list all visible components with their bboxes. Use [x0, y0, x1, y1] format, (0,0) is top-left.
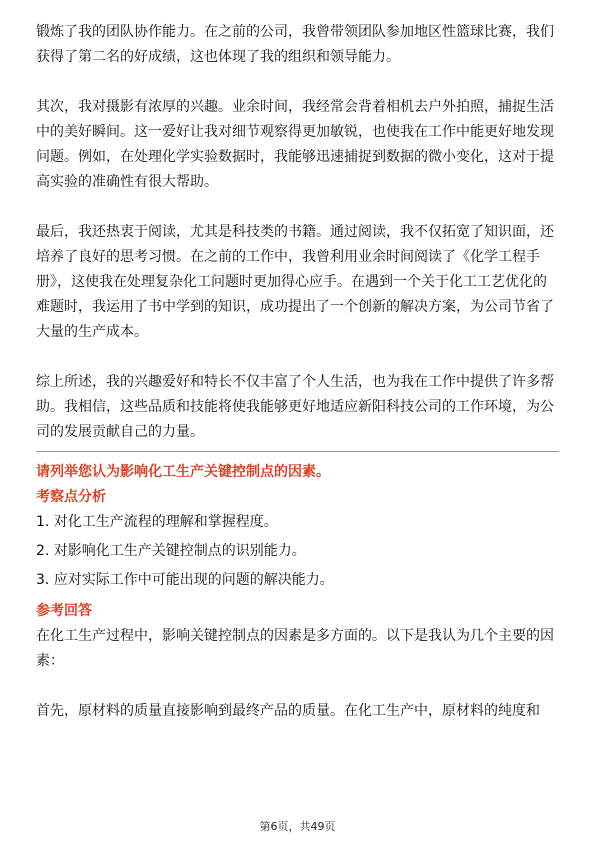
analysis-item-2: 2. 对影响化工生产关键控制点的识别能力。 — [36, 543, 306, 559]
analysis-item-1: 1. 对化工生产流程的理解和掌握程度。 — [36, 514, 278, 530]
paragraph-reading: 最后，我还热衷于阅读，尤其是科技类的书籍。通过阅读，我不仅拓宽了知识面，还培养了良好的思考习惯。在之前的工作中，我曾利用业余时间阅读了《化学工程手册》，这使我在处理复杂化工问题时更加得心应手。在遇到一个关于化工工艺优化的难题时，我运用了书中学到的知识，成功提出了一个创新的解决方案，为公司节省了大量的生产成本。 — [36, 224, 554, 340]
answer-intro: 在化工生产过程中，影响关键控制点的因素是多方面的。以下是我认为几个主要的因素： — [36, 628, 554, 669]
paragraph-gap — [36, 345, 559, 370]
paragraph-summary: 综上所述，我的兴趣爱好和特长不仅丰富了个人生活，也为我在工作中提供了许多帮助。我相信，这些品质和技能将使我能够更好地适应新阳科技公司的工作环境，为公司的发展贡献自己的力量。 — [36, 374, 554, 440]
analysis-item-3: 3. 应对实际工作中可能出现的问题的解决能力。 — [36, 572, 334, 588]
paragraph-photography: 其次，我对摄影有浓厚的兴趣。业余时间，我经常会背着相机去户外拍照，捕捉生活中的美好瞬间。这一爱好让我对细节观察得更加敏锐，也使我在工作中能更好地发现问题。例如，在处理化学实验数据时，我能够迅速捕捉到数据的微小变化，这对于提高实验的准确性有很大帮助。 — [36, 99, 554, 190]
question-title: 请列举您认为影响化工生产关键控制点的因素。 — [36, 464, 330, 480]
paragraph-gap — [36, 195, 559, 220]
paragraph-gap — [36, 70, 559, 95]
document-page — [36, 20, 559, 724]
analysis-heading: 考察点分析 — [36, 489, 106, 505]
paragraph-teamwork: 锻炼了我的团队协作能力。在之前的公司，我曾带领团队参加地区性篮球比赛，我们获得了第二名的好成绩，这也体现了我的组织和领导能力。 — [36, 24, 554, 65]
page-footer: 第6页，共49页 — [259, 820, 336, 833]
answer-heading: 参考回答 — [36, 603, 92, 619]
paragraph-gap — [36, 674, 559, 699]
section-divider — [36, 451, 559, 452]
answer-first: 首先，原材料的质量直接影响到最终产品的质量。在化工生产中，原材料的纯度和 — [36, 703, 540, 719]
